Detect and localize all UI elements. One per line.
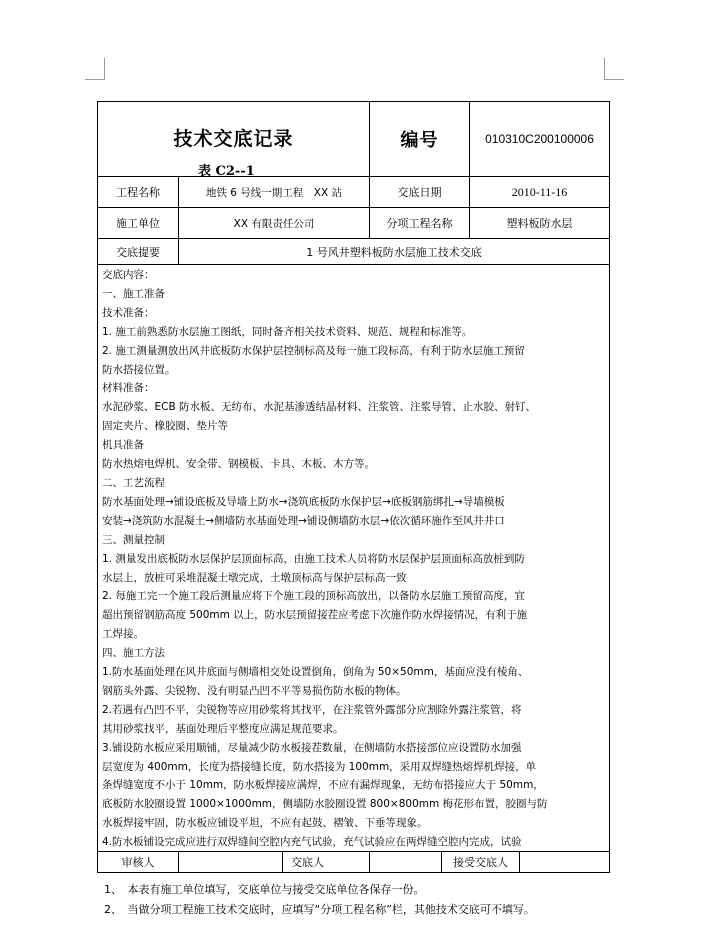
content-line: 超出预留钢筋高度 500mm 以上，防水层预留接茬应考虑下次施作防水焊接情况，有利于施: [102, 609, 528, 622]
receiver-signature[interactable]: [519, 852, 609, 872]
content-line: 一、施工准备: [102, 287, 165, 300]
contractor-row: [98, 208, 609, 239]
disclosure-form-table: [97, 101, 610, 873]
contractor-label: 施工单位: [116, 217, 160, 230]
contractor-value: XX 有限责任公司: [178, 208, 369, 238]
content-line: 钢筋头外露、尖锐物、没有明显凸凹不平等易损伤防水板的物体。: [102, 684, 407, 697]
subproject-value: 塑料板防水层: [469, 208, 609, 238]
discloser-label: 交底人: [282, 852, 330, 872]
summary-label: 交底提要: [116, 245, 160, 259]
content-line: 条焊缝宽度不小于 10mm，防水板焊接应满焊，不应有漏焊现象，无纺布搭接应大于 50mm，: [102, 779, 544, 792]
content-line: 防水基面处理→铺设底板及导墙上防水→浇筑底板防水保护层→底板钢筋绑扎→导墙模板: [102, 495, 505, 508]
content-line: 技术准备：: [102, 306, 155, 319]
receiver-label: 接受交底人: [441, 852, 519, 872]
content-line: 防水搭接位置。: [102, 363, 176, 376]
content-line: 工焊接。: [102, 628, 144, 641]
note-2: 2、 当做分项工程施工技术交底时，应填写“分项工程名称”栏，其他技术交底可不填写。: [104, 903, 535, 916]
summary-value: 1 号风井塑料板防水层施工技术交底: [178, 239, 609, 264]
content-line: 防水热熔电焊机、安全带、钢模板、卡具、木板、木方等。: [102, 458, 375, 471]
content-line: 2. 施工测量测放出风井底板防水保护层控制标高及每一施工段标高，有利于防水层施工预留: [102, 344, 525, 357]
number-label: 编号: [400, 130, 439, 151]
content-line: 底板防水胶圈设置 1000×1000mm，侧墙防水胶圈设置 800×800mm 梅花形布置，胶圈与防: [102, 798, 548, 811]
content-line: 4.防水板铺设完成应进行双焊缝间空腔内充气试验，充气试验应在两焊缝空腔内完成，试验: [102, 836, 522, 849]
content-line: 材料准备：: [102, 382, 155, 395]
content-line: 水泥砂浆、ECB 防水板、无纺布、水泥基渗透结晶材料、注浆管、注浆导管、止水胶、射钉、: [102, 401, 537, 414]
content-line: 1. 施工前熟悉防水层施工图纸，同时备齐相关技术资料、规范、规程和标准等。: [102, 325, 473, 338]
crop-mark-top-left-v: [104, 58, 105, 80]
content-line: 二、工艺流程: [102, 476, 165, 489]
project-name-value: 地铁 6 号线一期工程 XX 站: [178, 177, 369, 207]
date-value: 2010-11-16: [469, 177, 609, 207]
number-value: 010310C200100006: [485, 132, 594, 146]
content-line: 1. 测量发出底板防水层保护层顶面标高，由施工技术人员将防水层保护层顶面标高放桩到防: [102, 552, 525, 565]
reviewer-signature[interactable]: [178, 852, 282, 872]
title-cell: [98, 102, 369, 179]
signature-row: [98, 852, 609, 872]
crop-mark-top-left-h: [85, 79, 105, 80]
discloser-signature[interactable]: [369, 852, 441, 872]
note-1: 1、 本表有施工单位填写，交底单位与接受交底单位各保存一份。: [104, 883, 425, 896]
subproject-label: 分项工程名称: [369, 208, 469, 238]
content-line: 层宽度为 400mm，长度为搭接缝长度，防水搭接为 100mm，采用双焊缝热熔焊机焊接，单: [102, 760, 537, 773]
content-line: 水层上，放桩可采堆混凝土墩完成，土墩顶标高与保护层标高一致: [102, 571, 407, 584]
number-label-cell: [369, 102, 469, 176]
content-line: 机具准备: [102, 439, 144, 452]
number-value-cell: [469, 102, 609, 176]
content-line: 其用砂浆找平，基面处理后平整度应满足规范要求。: [102, 722, 344, 735]
crop-mark-top-right-v: [604, 58, 605, 80]
content-line: 四、施工方法: [102, 647, 165, 660]
date-label: 交底日期: [369, 177, 469, 207]
content-line: 交底内容：: [102, 269, 155, 281]
form-notes: [104, 880, 535, 920]
header-row: [98, 102, 609, 177]
content-line: 1.防水基面处理在风井底面与侧墙相交处设置倒角，倒角为 50×50mm，基面应没有棱角、: [102, 666, 529, 679]
content-line: 2.若遇有凸凹不平，尖锐物等应用砂浆将其找平，在注浆管外露部分应割除外露注浆管，将: [102, 703, 522, 716]
content-line: 2. 每施工完一个施工段后测量应将下个施工段的顶标高放出，以备防水层施工预留高度，宜: [102, 590, 525, 603]
content-line: 三、测量控制: [102, 533, 165, 546]
crop-mark-top-right-h: [604, 79, 624, 80]
summary-row: [98, 239, 609, 265]
content-line: 固定夹片、橡胶圈、垫片等: [102, 420, 228, 433]
form-title: 技术交底记录: [173, 128, 294, 150]
content-line: 安装→浇筑防水混凝土→侧墙防水基面处理→铺设侧墙防水层→依次循环施作至风井井口: [102, 514, 505, 527]
reviewer-label: 审核人: [121, 856, 155, 869]
content-line: 水板焊接牢固，防水板应铺设平坦，不应有起鼓、褶皱、下垂等现象。: [102, 817, 428, 830]
project-name-label: 工程名称: [116, 186, 160, 199]
form-code: 表 C2--1: [198, 164, 255, 179]
project-row: [98, 177, 609, 208]
content-line: 3.铺设防水板应采用顺铺，尽量减少防水板接茬数量，在侧墙防水搭接部位应设置防水加强: [102, 741, 522, 754]
disclosure-content: [98, 265, 609, 852]
